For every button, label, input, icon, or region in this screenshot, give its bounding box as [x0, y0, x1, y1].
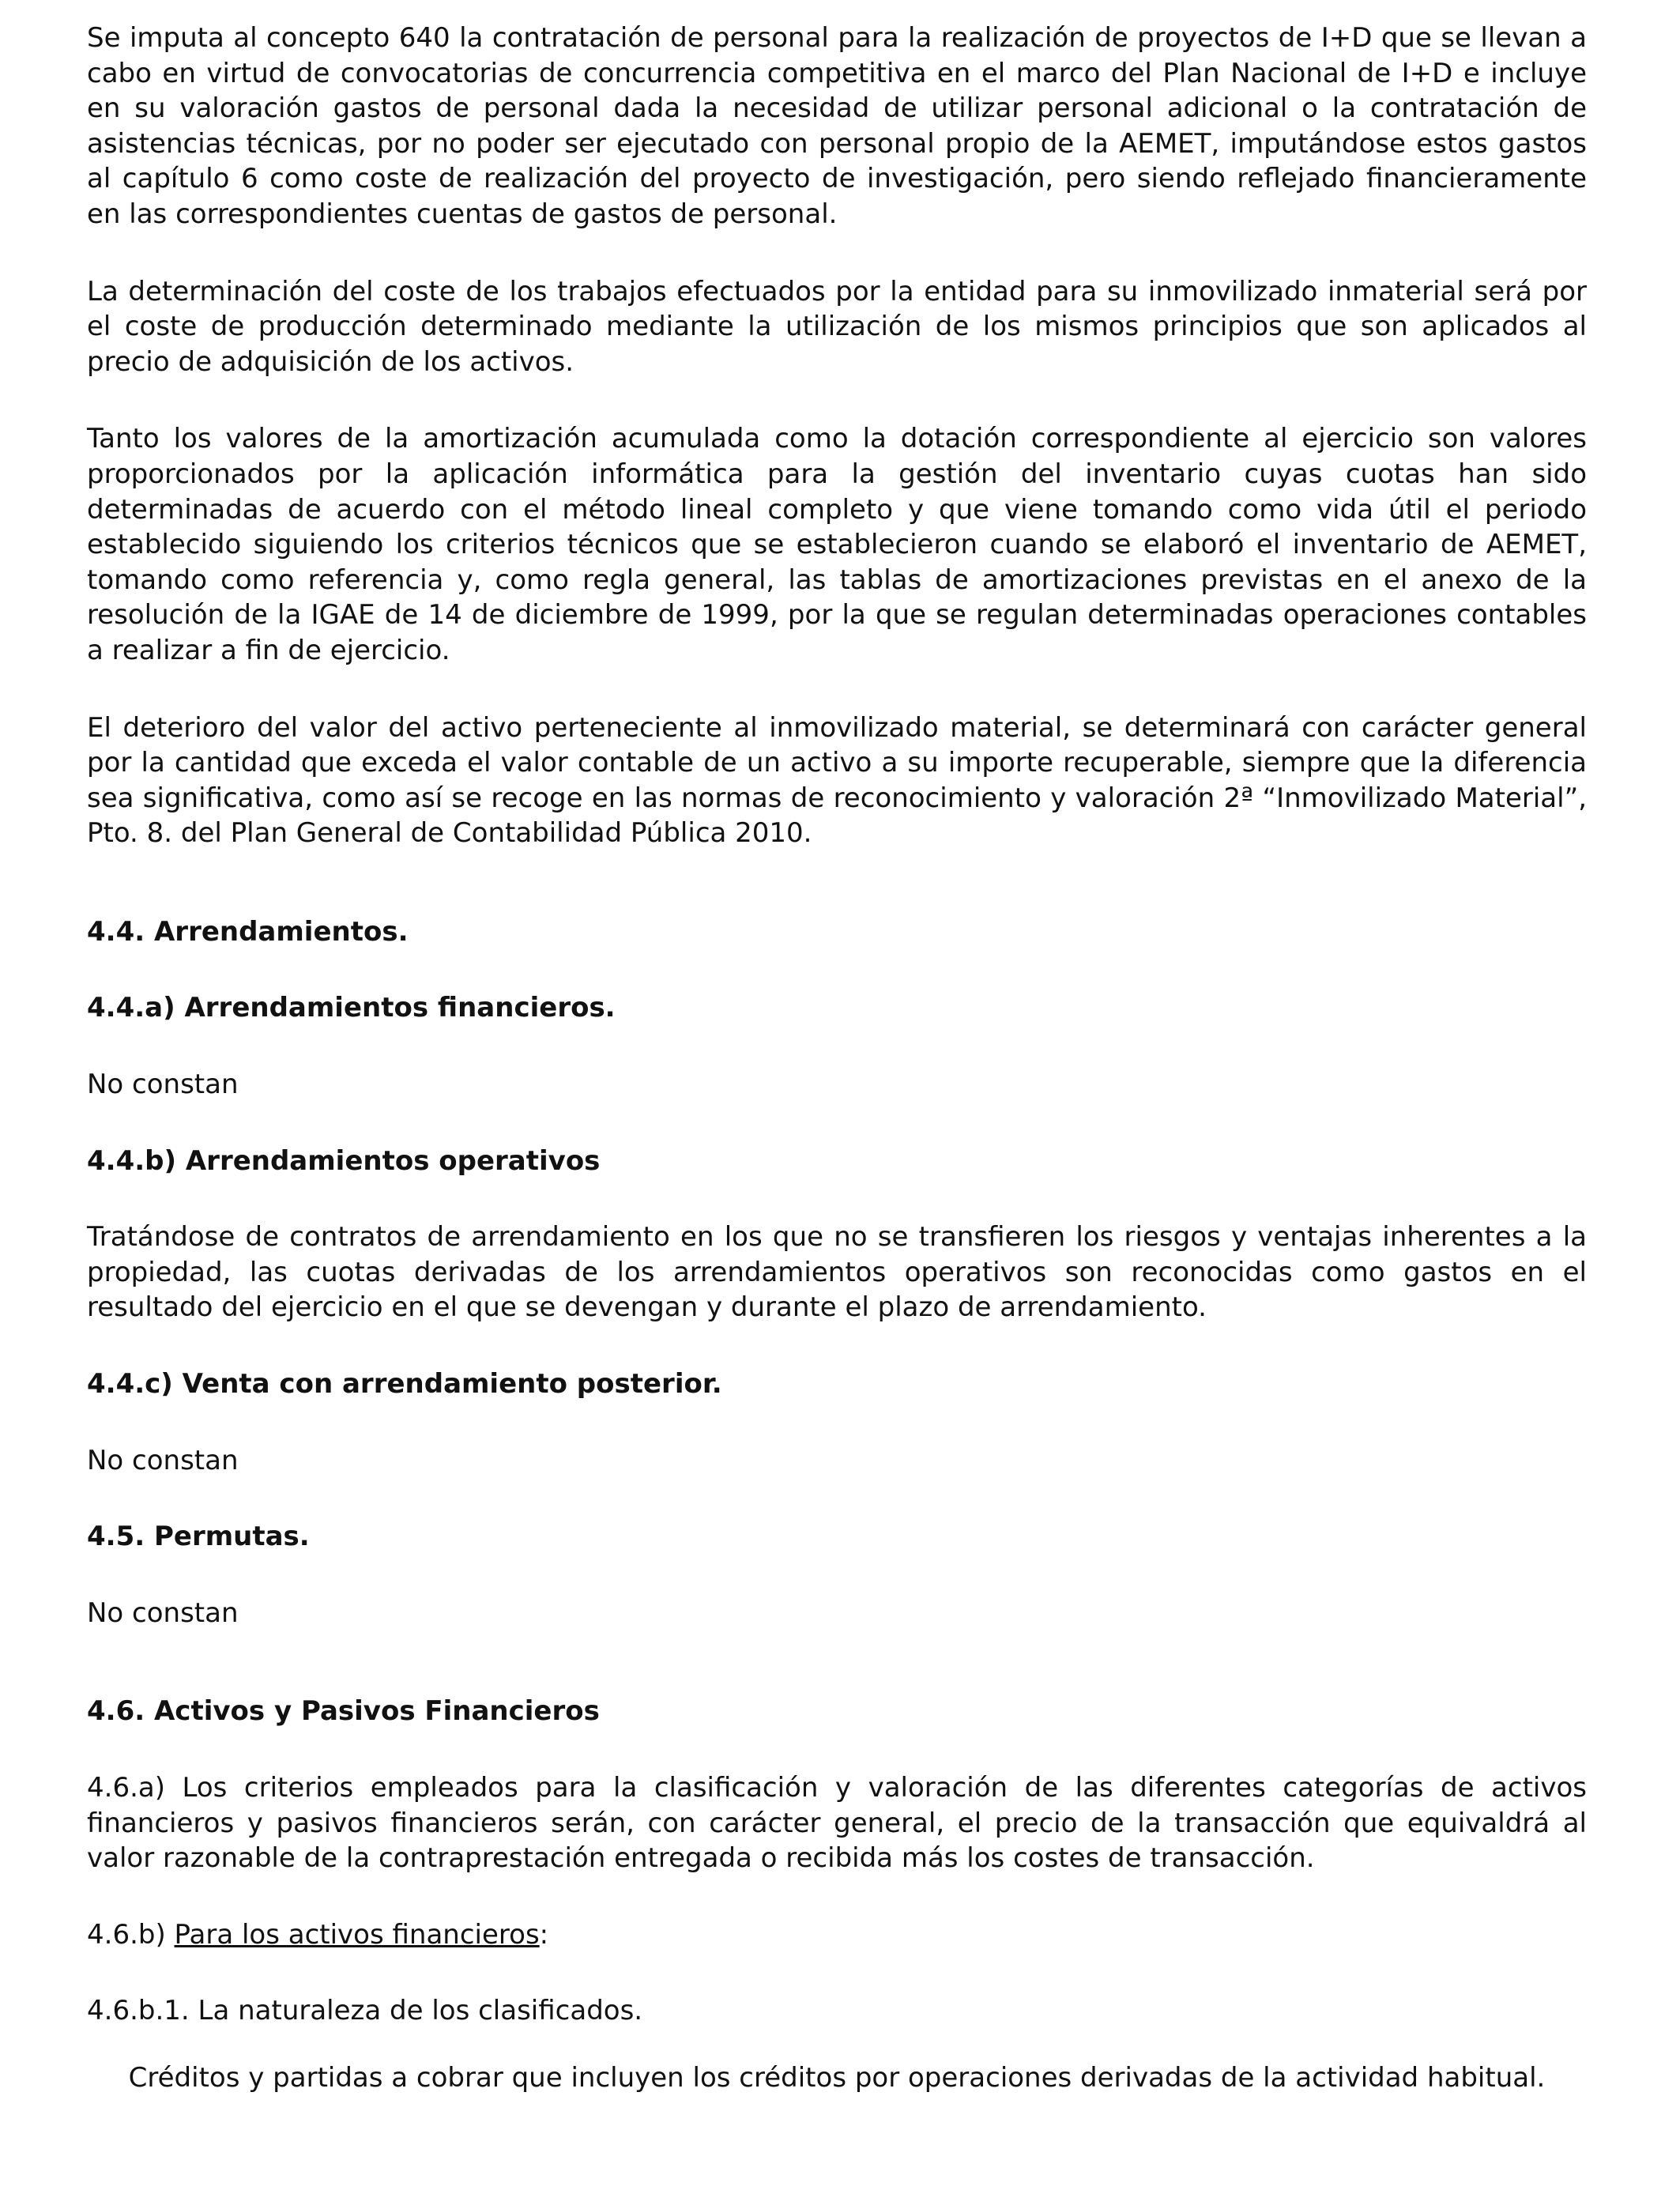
paragraph-concepto-640: Se imputa al concepto 640 la contratación de personal para la realización de proyectos de I+D que se llevan a cabo en virtud de convocatorias de concurrencia competitiva en el marco del Plan Nacional de I+D e incluye en su valoración gastos de personal dada la necesidad de utilizar personal adicional o la contratación de asistencias técnicas, por no poder ser ejecutado con personal propio de la AEMET, imputándose estos gastos al capítulo 6 como coste de realización del proyecto de investigación, pero siendo reflejado financieramente en las correspondientes cuentas de gastos de personal.: [87, 22, 1587, 230]
heading-4-4-a: 4.4.a) Arrendamientos financieros.: [87, 992, 616, 1024]
text-4-6-a: 4.6.a) Los criterios empleados para la clasificación y valoración de las diferentes categorías de activos financieros y pasivos financieros serán, con carácter general, el precio de la transacción que equivaldrá al valor razonable de la contraprestación entregada o recibida más los costes de transacción.: [87, 1772, 1587, 1875]
heading-4-6: 4.6. Activos y Pasivos Financieros: [87, 1695, 600, 1728]
paragraph-coste-trabajos: La determinación del coste de los trabajos efectuados por la entidad para su inmovilizado inmaterial será por el coste de producción determinado mediante la utilización de los mismos principios que son aplicados al precio de adquisición de los activos.: [87, 275, 1587, 378]
text-4-5: No constan: [87, 1596, 239, 1629]
paragraph-deterioro: El deterioro del valor del activo perteneciente al inmovilizado material, se determinará con carácter general por la cantidad que exceda el valor contable de un activo a su importe recuperable, siempre que la diferencia sea significativa, como así se recoge en las normas de reconocimiento y valoración 2ª “Inmovilizado Material”, Pto. 8. del Plan General de Contabilidad Pública 2010.: [87, 711, 1587, 850]
text-4-6-b: [87, 1917, 1587, 1953]
text-creditos: Créditos y partidas a cobrar que incluyen los créditos por operaciones derivadas de la actividad habitual.: [128, 2061, 1546, 2094]
text-4-6-b-prefix: 4.6.b): [87, 1918, 175, 1951]
heading-4-5: 4.5. Permutas.: [87, 1521, 310, 1553]
heading-4-4: 4.4. Arrendamientos.: [87, 915, 409, 948]
text-4-6-b-suffix: :: [539, 1918, 549, 1951]
paragraph-amortizacion: Tanto los valores de la amortización acumulada como la dotación correspondiente al ejercicio son valores proporcionados por la aplicación informática para la gestión del inventario cuyas cuotas han sido determinadas de acuerdo con el método lineal completo y que viene tomando como vida útil el periodo establecido siguiendo los criterios técnicos que se establecieron cuando se elaboró el inventario de AEMET, tomando como referencia y, como regla general, las tablas de amortizaciones previstas en el anexo de la resolución de la IGAE de 14 de diciembre de 1999, por la que se regulan determinadas operaciones contables a realizar a fin de ejercicio.: [87, 423, 1587, 666]
heading-4-4-b: 4.4.b) Arrendamientos operativos: [87, 1144, 601, 1177]
text-4-6-b-underlined: Para los activos financieros: [174, 1918, 540, 1951]
spacer: [87, 1630, 1587, 1694]
text-4-4-a: No constan: [87, 1069, 239, 1101]
document-page: [87, 21, 1587, 2096]
spacer: [87, 851, 1587, 914]
text-4-4-b: Tratándose de contratos de arrendamiento en los que no se transfieren los riesgos y ventajas inherentes a la propiedad, las cuotas derivadas de los arrendamientos operativos son reconocidas como gastos en el resultado del ejercicio en el que se devengan y durante el plazo de arrendamiento.: [87, 1221, 1587, 1324]
text-4-6-b-1: 4.6.b.1. La naturaleza de los clasificados.: [87, 1995, 643, 2027]
heading-4-4-c: 4.4.c) Venta con arrendamiento posterior.: [87, 1368, 722, 1400]
text-4-4-c: No constan: [87, 1444, 239, 1476]
